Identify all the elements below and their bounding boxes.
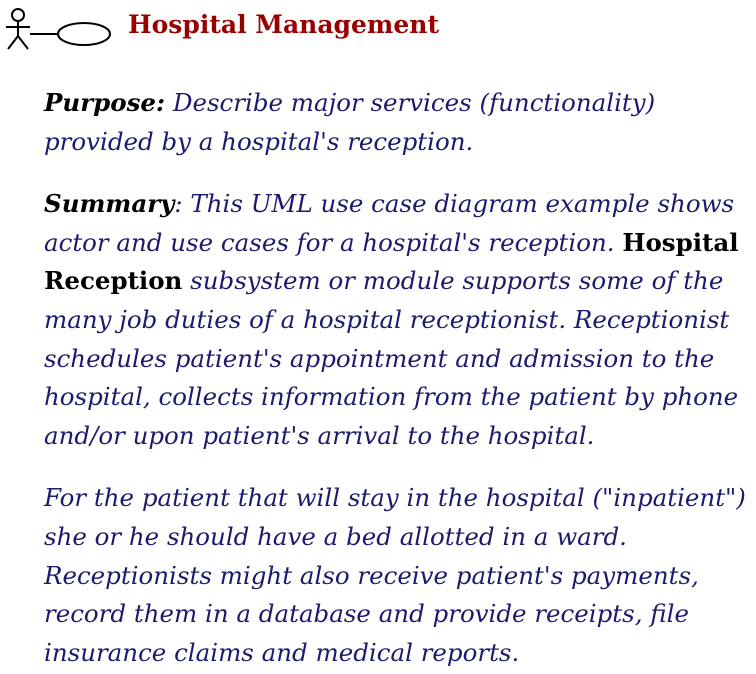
purpose-paragraph — [44, 84, 754, 161]
purpose-label: Purpose: — [44, 88, 166, 117]
summary-text-b: subsystem or module supports some of the many job duties of a hospital receptionist. Receptionist schedules patient's appointment and admission to the hospital, collects information from the patient by phone and/or upon patient's arrival to the hospital. — [44, 266, 739, 450]
summary-label: Summary — [44, 189, 175, 219]
uml-use-case-icon — [2, 6, 114, 50]
summary-text-a: : This UML use case diagram example shows actor and use cases for a hospital's reception. — [44, 189, 735, 257]
summary-paragraph — [44, 185, 754, 455]
page-header — [0, 2, 756, 50]
summary-emphasis: Hospital Reception — [44, 227, 739, 296]
purpose-text: Describe major services (functionality) provided by a hospital's reception. — [44, 88, 656, 156]
details-paragraph: For the patient that will stay in the hospital ("inpatient") she or he should have a bed allotted in a ward. Receptionists might also receive patient's payments, record them in a database and provide receipts, file insurance claims and medical reports. — [44, 483, 746, 667]
page-title: Hospital Management — [128, 10, 440, 39]
description-body — [44, 84, 754, 672]
